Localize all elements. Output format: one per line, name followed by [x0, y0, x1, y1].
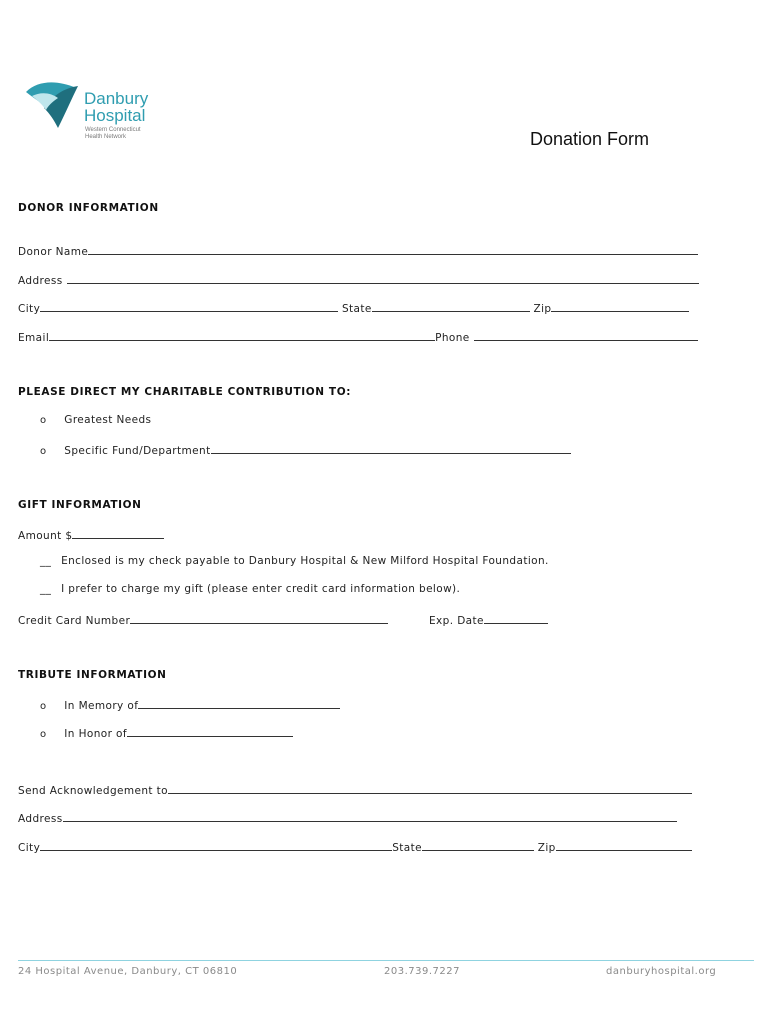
- radio-bullet-icon: o: [40, 729, 47, 740]
- donor-name-label: Donor Name: [18, 246, 89, 258]
- gift-charge-blank[interactable]: __: [40, 583, 52, 595]
- exp-date-label: Exp. Date: [429, 615, 484, 627]
- radio-bullet-icon: o: [40, 415, 47, 426]
- tribute-memory-field[interactable]: [138, 697, 340, 709]
- exp-date-field[interactable]: [484, 612, 548, 624]
- credit-card-row: [18, 612, 388, 627]
- tribute-zip-field[interactable]: [556, 839, 692, 851]
- logo-name-line1: Danbury: [84, 89, 149, 108]
- donor-address-label: Address: [18, 275, 63, 287]
- donor-state-label: State: [341, 303, 372, 315]
- logo-name: [84, 90, 148, 124]
- contribution-heading: PLEASE DIRECT MY CHARITABLE CONTRIBUTION TO:: [18, 386, 352, 398]
- logo-mark-icon: [24, 78, 82, 130]
- tribute-address-row: [18, 810, 677, 825]
- footer-address: 24 Hospital Avenue, Danbury, CT 06810: [18, 966, 238, 977]
- donor-zip-field[interactable]: [551, 300, 689, 312]
- tribute-state-field[interactable]: [422, 839, 534, 851]
- footer-website[interactable]: danburyhospital.org: [606, 966, 717, 977]
- donor-name-field[interactable]: [88, 243, 698, 255]
- donor-phone-field[interactable]: [474, 329, 698, 341]
- logo-name-line2: Hospital: [84, 106, 146, 125]
- acknowledgement-label: Send Acknowledgement to: [18, 785, 169, 797]
- contribution-option-label: Specific Fund/Department: [64, 445, 211, 457]
- donor-city-label: City: [18, 303, 41, 315]
- specific-fund-field[interactable]: [211, 442, 571, 454]
- radio-bullet-icon: o: [40, 701, 47, 712]
- exp-date-row: [429, 612, 548, 627]
- acknowledgement-field[interactable]: [168, 782, 692, 794]
- gift-amount-row: [18, 527, 164, 542]
- gift-charge-text: I prefer to charge my gift (please enter credit card information below).: [61, 583, 461, 595]
- gift-check-text: Enclosed is my check payable to Danbury Hospital & New Milford Hospital Foundation.: [61, 555, 549, 567]
- gift-check-blank[interactable]: __: [40, 555, 52, 567]
- donor-name-row: [18, 243, 698, 258]
- credit-card-label: Credit Card Number: [18, 615, 131, 627]
- donor-state-field[interactable]: [372, 300, 530, 312]
- logo-sub-line1: Western Connecticut: [85, 127, 141, 133]
- danbury-hospital-logo: [24, 78, 164, 148]
- donor-email-row: [18, 329, 698, 344]
- gift-amount-field[interactable]: [72, 527, 164, 539]
- footer-divider: [18, 960, 754, 961]
- tribute-honor-option[interactable]: [40, 725, 293, 740]
- credit-card-field[interactable]: [130, 612, 388, 624]
- donor-address-field[interactable]: [67, 272, 699, 284]
- gift-charge-row: [40, 583, 460, 595]
- logo-subtitle: [85, 127, 141, 141]
- page-title: Donation Form: [530, 129, 650, 149]
- contribution-option-greatest-needs[interactable]: [40, 414, 151, 426]
- tribute-city-field[interactable]: [40, 839, 392, 851]
- tribute-zip-label: Zip: [537, 842, 556, 854]
- donor-heading: DONOR INFORMATION: [18, 202, 159, 214]
- donor-email-field[interactable]: [49, 329, 435, 341]
- tribute-honor-field[interactable]: [127, 725, 293, 737]
- tribute-memory-label: In Memory of: [64, 700, 139, 712]
- donor-phone-label: Phone: [435, 332, 470, 344]
- tribute-memory-option[interactable]: [40, 697, 340, 712]
- donor-email-label: Email: [18, 332, 50, 344]
- tribute-honor-label: In Honor of: [64, 728, 127, 740]
- tribute-address-label: Address: [18, 813, 63, 825]
- radio-bullet-icon: o: [40, 446, 47, 457]
- contribution-option-specific-fund[interactable]: [40, 442, 571, 457]
- tribute-city-label: City: [18, 842, 41, 854]
- tribute-address-field[interactable]: [63, 810, 677, 822]
- donor-city-field[interactable]: [40, 300, 338, 312]
- donor-city-row: [18, 300, 689, 315]
- tribute-city-row: [18, 839, 692, 854]
- gift-heading: GIFT INFORMATION: [18, 499, 142, 511]
- donor-zip-label: Zip: [533, 303, 552, 315]
- contribution-option-label: Greatest Needs: [64, 414, 152, 426]
- logo-sub-line2: Health Network: [85, 134, 127, 140]
- gift-check-row: [40, 555, 549, 567]
- tribute-state-label: State: [392, 842, 422, 854]
- tribute-heading: TRIBUTE INFORMATION: [18, 669, 167, 681]
- acknowledgement-row: [18, 782, 692, 797]
- footer-phone: 203.739.7227: [384, 966, 460, 977]
- gift-amount-label: Amount $: [18, 530, 73, 542]
- donor-address-row: [18, 272, 699, 287]
